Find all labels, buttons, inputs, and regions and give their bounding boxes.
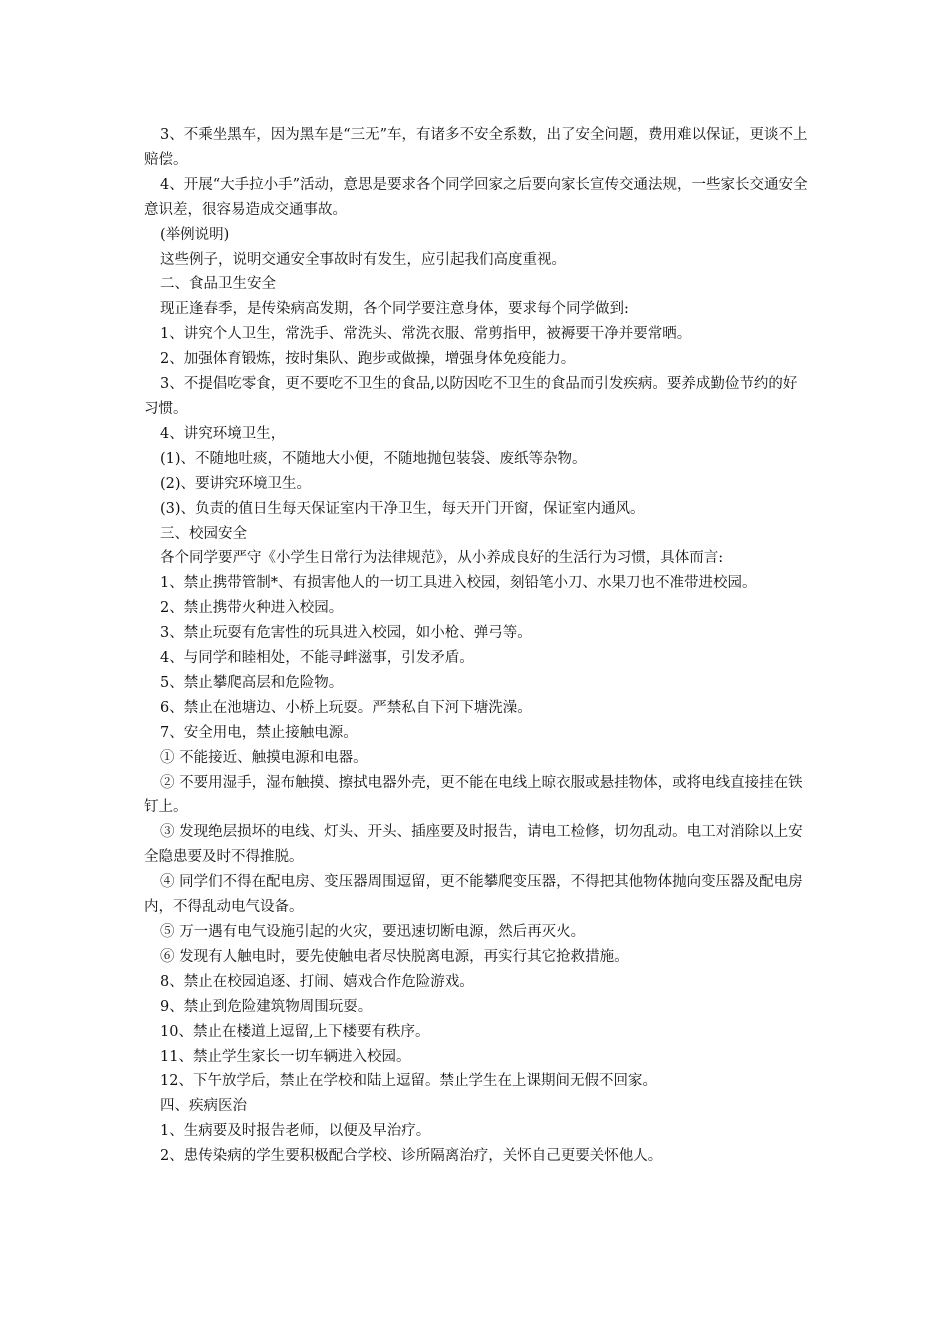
paragraph: 1、生病要及时报告老师，以便及早治疗。: [160, 1123, 431, 1140]
paragraph: ④ 同学们不得在配电房、变压器周围逗留，更不能攀爬变压器，不得把其他物体抛向变压器及配电房内，不得乱动电气设备。: [144, 874, 803, 916]
paragraph: ⑥ 发现有人触电时，要先使触电者尽快脱离电源，再实行其它抢救措施。: [160, 948, 629, 965]
paragraph: 2、患传染病的学生要积极配合学校、诊所隔离治疗，关怀自己更要关怀他人。: [160, 1148, 663, 1165]
paragraph: 3、不提倡吃零食，更不要吃不卫生的食品,以防因吃不卫生的食品而引发疾病。要养成勤俭节约的好习惯。: [144, 376, 798, 417]
section-heading: 二、食品卫生安全: [160, 276, 276, 293]
paragraph: ③ 发现绝层损坏的电线、灯头、开头、插座要及时报告，请电工检修，切勿乱动。电工对消除以上安全隐患要及时不得推脱。: [144, 824, 803, 866]
paragraph: 11、禁止学生家长一切车辆进入校园。: [160, 1048, 411, 1065]
paragraph: ② 不要用湿手，湿布触摸、擦拭电器外壳，更不能在电线上晾衣服或悬挂物体，或将电线直接挂在铁钉上。: [144, 774, 803, 816]
paragraph: 5、禁止攀爬高层和危险物。: [160, 674, 344, 691]
paragraph: 这些例子，说明交通安全事故时有发生，应引起我们高度重视。: [160, 251, 566, 268]
paragraph: 现正逢春季，是传染病高发期，各个同学要注意身体，要求每个同学做到:: [160, 301, 629, 318]
section-heading: 三、校园安全: [160, 525, 247, 542]
section-heading: 四、疾病医治: [160, 1098, 247, 1115]
paragraph: 6、禁止在池塘边、小桥上玩耍。严禁私自下河下塘洗澡。: [160, 699, 532, 716]
paragraph: 4、讲究环境卫生，: [160, 425, 286, 442]
paragraph: 1、讲究个人卫生，常洗手、常洗头、常洗衣服、常剪指甲，被褥要干净并要常晒。: [160, 326, 692, 343]
paragraph: 1、禁止携带管制*、有损害他人的一切工具进入校园，刻铅笔小刀、水果刀也不准带进校园。: [160, 575, 757, 592]
paragraph: 8、禁止在校园追逐、打闹、嬉戏合作危险游戏。: [160, 973, 474, 990]
paragraph: 3、不乘坐黑车，因为黑车是“三无”车，有诸多不安全系数，出了安全问题，费用难以保证，更谈不上赔偿。: [144, 127, 808, 168]
paragraph: ① 不能接近、触摸电源和电器。: [160, 749, 368, 766]
paragraph: 3、禁止玩耍有危害性的玩具进入校园，如小枪、弹弓等。: [160, 625, 532, 642]
paragraph: ⑤ 万一遇有电气设施引起的火灾，要迅速切断电源，然后再灭火。: [160, 924, 586, 940]
paragraph: (2)、要讲究环境卫生。: [160, 475, 312, 492]
paragraph: 4、开展“大手拉小手”活动，意思是要求各个同学回家之后要向家长宣传交通法规，一些家长交通安全意识差，很容易造成交通事故。: [144, 176, 808, 218]
document-body: [144, 123, 810, 1169]
paragraph: 7、安全用电，禁止接触电源。: [160, 724, 358, 741]
paragraph: 10、禁止在楼道上逗留,上下楼要有秩序。: [160, 1023, 430, 1040]
paragraph: (3)、负责的值日生每天保证室内干净卫生，每天开门开窗，保证室内通风。: [160, 500, 645, 517]
paragraph: 2、加强体育锻炼，按时集队、跑步或做操，增强身体免疫能力。: [160, 351, 576, 368]
paragraph: (1)、不随地吐痰，不随地大小便，不随地抛包装袋、废纸等杂物。: [160, 450, 587, 467]
paragraph: 4、与同学和睦相处，不能寻衅滋事，引发矛盾。: [160, 650, 474, 667]
paragraph: 12、下午放学后，禁止在学校和陆上逗留。禁止学生在上课期间无假不回家。: [160, 1073, 657, 1090]
paragraph: 各个同学要严守《小学生日常行为法律规范》，从小养成良好的生活行为习惯，具体而言:: [160, 550, 724, 567]
paragraph: 9、禁止到危险建筑物周围玩耍。: [160, 998, 373, 1015]
paragraph: 2、禁止携带火种进入校园。: [160, 600, 344, 617]
paragraph: (举例说明): [160, 226, 230, 243]
